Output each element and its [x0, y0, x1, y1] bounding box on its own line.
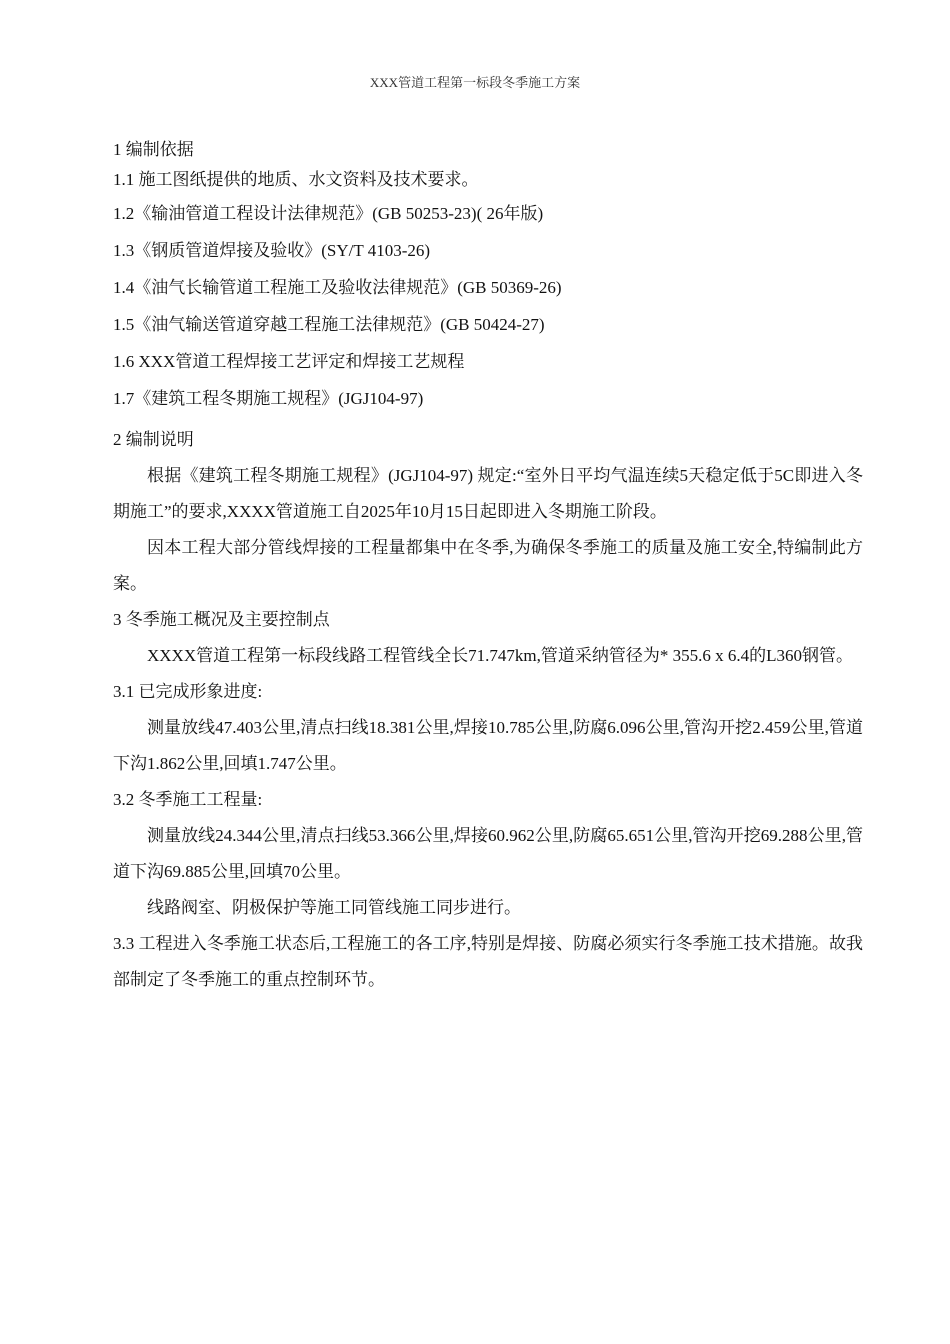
section-3-1-text: 测量放线47.403公里,清点扫线18.381公里,焊接10.785公里,防腐6.096公里,管沟开挖2.459公里,管道下沟1.862公里,回填1.747公里。 — [113, 718, 863, 773]
section-3-3-text: 3.3 工程进入冬季施工状态后,工程施工的各工序,特别是焊接、防腐必须实行冬季施工技术措施。故我部制定了冬季施工的重点控制环节。 — [113, 934, 863, 989]
reference-item-1-2: 1.2《输油管道工程设计法律规范》(GB 50253-23)( 26年版) — [113, 204, 544, 223]
section-3-2-heading: 3.2 冬季施工工程量: — [113, 790, 263, 809]
section-3-heading: 3 冬季施工概况及主要控制点 — [113, 610, 330, 629]
section-3-2-note: 线路阀室、阴极保护等施工同管线施工同步进行。 — [147, 898, 521, 917]
reference-item-1-5: 1.5《油气输送管道穿越工程施工法律规范》(GB 50424-27) — [113, 315, 545, 334]
reference-item-1-1: 1.1 施工图纸提供的地质、水文资料及技术要求。 — [113, 170, 479, 189]
running-header: XXX管道工程第一标段冬季施工方案 — [369, 75, 581, 90]
section-2-paragraph-1: 根据《建筑工程冬期施工规程》(JGJ104-97) 规定:“室外日平均气温连续5天稳定低于5C即进入冬期施工”的要求,XXXX管道施工自2025年10月15日起即进入冬期施工阶段。 — [113, 466, 863, 521]
section-1-heading: 1 编制依据 — [113, 140, 194, 159]
section-3-1-heading: 3.1 已完成形象进度: — [113, 682, 263, 701]
section-2-heading: 2 编制说明 — [113, 430, 194, 449]
reference-item-1-6: 1.6 XXX管道工程焊接工艺评定和焊接工艺规程 — [113, 352, 465, 371]
reference-item-1-4: 1.4《油气长输管道工程施工及验收法律规范》(GB 50369-26) — [113, 278, 562, 297]
section-2-paragraph-2: 因本工程大部分管线焊接的工程量都集中在冬季,为确保冬季施工的质量及施工安全,特编制此方案。 — [113, 538, 863, 593]
reference-item-1-7: 1.7《建筑工程冬期施工规程》(JGJ104-97) — [113, 389, 424, 408]
section-3-intro: XXXX管道工程第一标段线路工程管线全长71.747km,管道采纳管径为* 355.6 x 6.4的L360钢管。 — [147, 646, 853, 665]
document-body — [113, 140, 863, 998]
reference-item-1-3: 1.3《钢质管道焊接及验收》(SY/T 4103-26) — [113, 241, 431, 260]
section-3-2-text: 测量放线24.344公里,清点扫线53.366公里,焊接60.962公里,防腐65.651公里,管沟开挖69.288公里,管道下沟69.885公里,回填70公里。 — [113, 826, 863, 881]
